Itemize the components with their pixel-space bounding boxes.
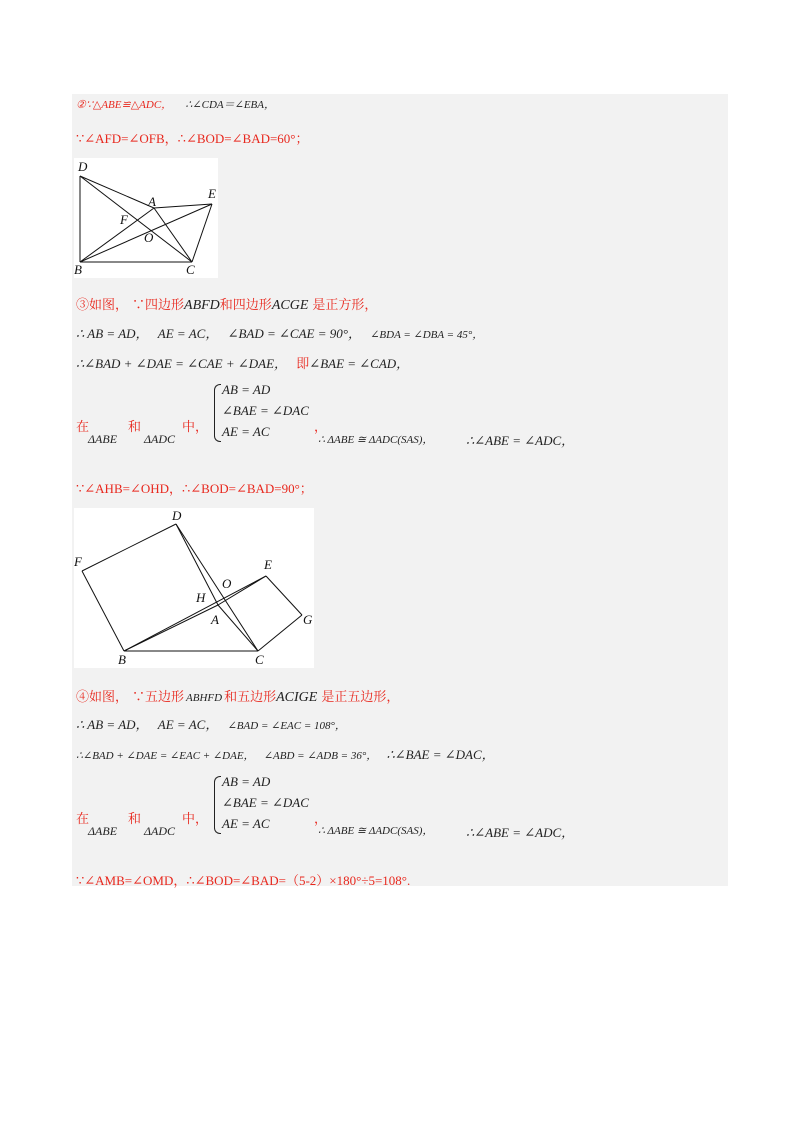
s2-congruence: ②∵△ABE≌△ADC，	[76, 99, 173, 111]
fig1-segment-DA	[80, 176, 154, 208]
s3-quad2: ACGE	[271, 298, 309, 313]
s4-sum-angles: ∴∠BAD + ∠DAE = ∠EAC + ∠DAE，	[76, 750, 255, 762]
fig2-label-F: F	[74, 554, 82, 569]
fig2-segment-FB	[82, 571, 124, 651]
fig2-segment-EG	[266, 576, 302, 615]
fig1-label-O: O	[144, 230, 154, 245]
s4-triangle-abe: ΔABE	[88, 824, 118, 838]
s3-sum-angles: ∴∠BAD + ∠DAE = ∠CAE + ∠DAE，	[76, 356, 288, 371]
fig1-label-E: E	[208, 186, 216, 201]
fig1-label-B: B	[74, 262, 82, 277]
s4-penta2: ACIGE	[276, 690, 318, 705]
fig2-label-B: B	[118, 652, 126, 667]
s2-line1	[76, 96, 275, 112]
s3-45-angles: ∠BDA = ∠DBA = 45°，	[370, 329, 484, 341]
fig2-label-G: G	[303, 612, 313, 627]
s3-sys-row3: AE = AC	[222, 424, 270, 439]
fig2-segment-FD	[82, 524, 176, 571]
s4-bae-dac: ∴∠BAE = ∠DAC，	[386, 747, 495, 762]
s3-line5: ∵∠AHB=∠OHD，∴∠BOD=∠BAD=90°；	[76, 481, 313, 496]
s4-and-penta: 和五边形	[224, 689, 277, 704]
s3-equation-system	[214, 382, 324, 444]
fig1-segment-DC	[80, 176, 192, 262]
s3-zhong: 中，	[182, 419, 209, 434]
fig1-label-C: C	[186, 262, 195, 277]
s3-zai: 在	[76, 419, 90, 434]
s4-line5: ∵∠AMB=∠OMD，∴∠BOD=∠BAD=（5-2）×180°÷5=108°.	[76, 873, 411, 888]
fig2-segment-GC	[258, 615, 302, 651]
s4-36-angles: ∠ABD = ∠ADB = 36°，	[263, 750, 378, 762]
fig2-label-H: H	[196, 590, 206, 605]
s3-abe-adc: ∴∠ABE = ∠ADC，	[466, 433, 575, 448]
s3-brace-icon	[214, 384, 221, 442]
s3-sys-row1: AB = AD	[222, 382, 271, 397]
figure-1-svg	[74, 158, 218, 278]
s4-he: 和	[128, 811, 142, 826]
s4-zhong: 中，	[182, 811, 209, 826]
s4-congruent-sas: ∴ ΔABE ≅ ΔADC(SAS)，	[318, 825, 434, 837]
s4-abe-adc: ∴∠ABE = ∠ADC，	[466, 825, 575, 840]
fig1-label-F: F	[120, 212, 128, 227]
s4-line1	[76, 686, 399, 706]
s3-triangle-abe: ΔABE	[88, 432, 118, 446]
s3-sys-comma: ，	[314, 419, 328, 434]
s3-ab-ad: ∴ AB = AD，	[76, 326, 149, 341]
s4-because-penta: ∵五边形	[132, 689, 185, 704]
s4-ruxing: ④如图，	[76, 689, 129, 704]
s3-are-squares: 是正方形，	[312, 297, 378, 312]
fig1-label-D: D	[78, 159, 88, 174]
s4-sys-comma: ，	[314, 811, 328, 826]
fig2-label-O: O	[222, 576, 232, 591]
fig2-label-D: D	[172, 508, 182, 523]
s4-108-angles: ∠BAD = ∠EAC = 108°，	[227, 720, 346, 732]
s4-sys-row1: AB = AD	[222, 774, 271, 789]
fig2-segment-DC	[176, 524, 258, 651]
s3-he: 和	[128, 419, 142, 434]
fig2-label-C: C	[255, 652, 264, 667]
fig2-label-A: A	[211, 612, 219, 627]
s3-congruent-sas: ∴ ΔABE ≅ ΔADC(SAS)，	[318, 434, 434, 446]
s3-bae-cad: ∠BAE = ∠CAD，	[309, 356, 410, 371]
fig2-segment-BE	[124, 576, 266, 651]
fig1-segment-EC	[192, 204, 212, 262]
s3-and-quad: 和四边形	[219, 297, 272, 312]
figure-2-svg	[74, 508, 314, 668]
s3-line2	[76, 323, 483, 342]
fig1-segment-BA	[80, 208, 154, 262]
s4-penta1: ABHFD	[186, 692, 223, 704]
figure-2	[74, 508, 314, 668]
s3-ruxing: ③如图，	[76, 297, 129, 312]
s3-because-quad: ∵四边形	[132, 297, 185, 312]
s4-sys-row3: AE = AC	[222, 816, 270, 831]
s4-equation-system	[214, 774, 324, 836]
s4-triangle-adc: ΔADC	[144, 824, 176, 838]
s2-angle-equality: ∴∠CDA＝∠EBA，	[185, 99, 275, 111]
s3-sys-row2: ∠BAE = ∠DAC	[222, 403, 309, 418]
figure-1	[74, 158, 218, 278]
fig1-segment-AC	[154, 208, 192, 262]
s4-ae-ac: AE = AC，	[157, 717, 219, 732]
fig2-segment-AC	[218, 605, 258, 651]
fig2-label-E: E	[264, 557, 272, 572]
s4-sys-row2: ∠BAE = ∠DAC	[222, 795, 309, 810]
s3-quad1: ABFD	[184, 298, 220, 313]
s4-zai: 在	[76, 811, 90, 826]
s3-right-angles: ∠BAD = ∠CAE = 90°，	[227, 326, 361, 341]
s3-triangle-adc: ΔADC	[144, 432, 176, 446]
s3-line3	[76, 353, 409, 372]
s2-line2: ∵∠AFD=∠OFB，∴∠BOD=∠BAD=60°；	[76, 131, 309, 146]
fig1-label-A: A	[148, 194, 156, 209]
s4-brace-icon	[214, 776, 221, 834]
s3-ji: 即	[296, 356, 310, 371]
s4-line2	[76, 714, 346, 733]
s3-line1	[76, 294, 377, 314]
s4-line3	[76, 744, 495, 763]
s4-ab-ad: ∴ AB = AD，	[76, 717, 149, 732]
s3-ae-ac: AE = AC，	[157, 326, 219, 341]
s4-are-pentagons: 是正五边形，	[321, 689, 400, 704]
